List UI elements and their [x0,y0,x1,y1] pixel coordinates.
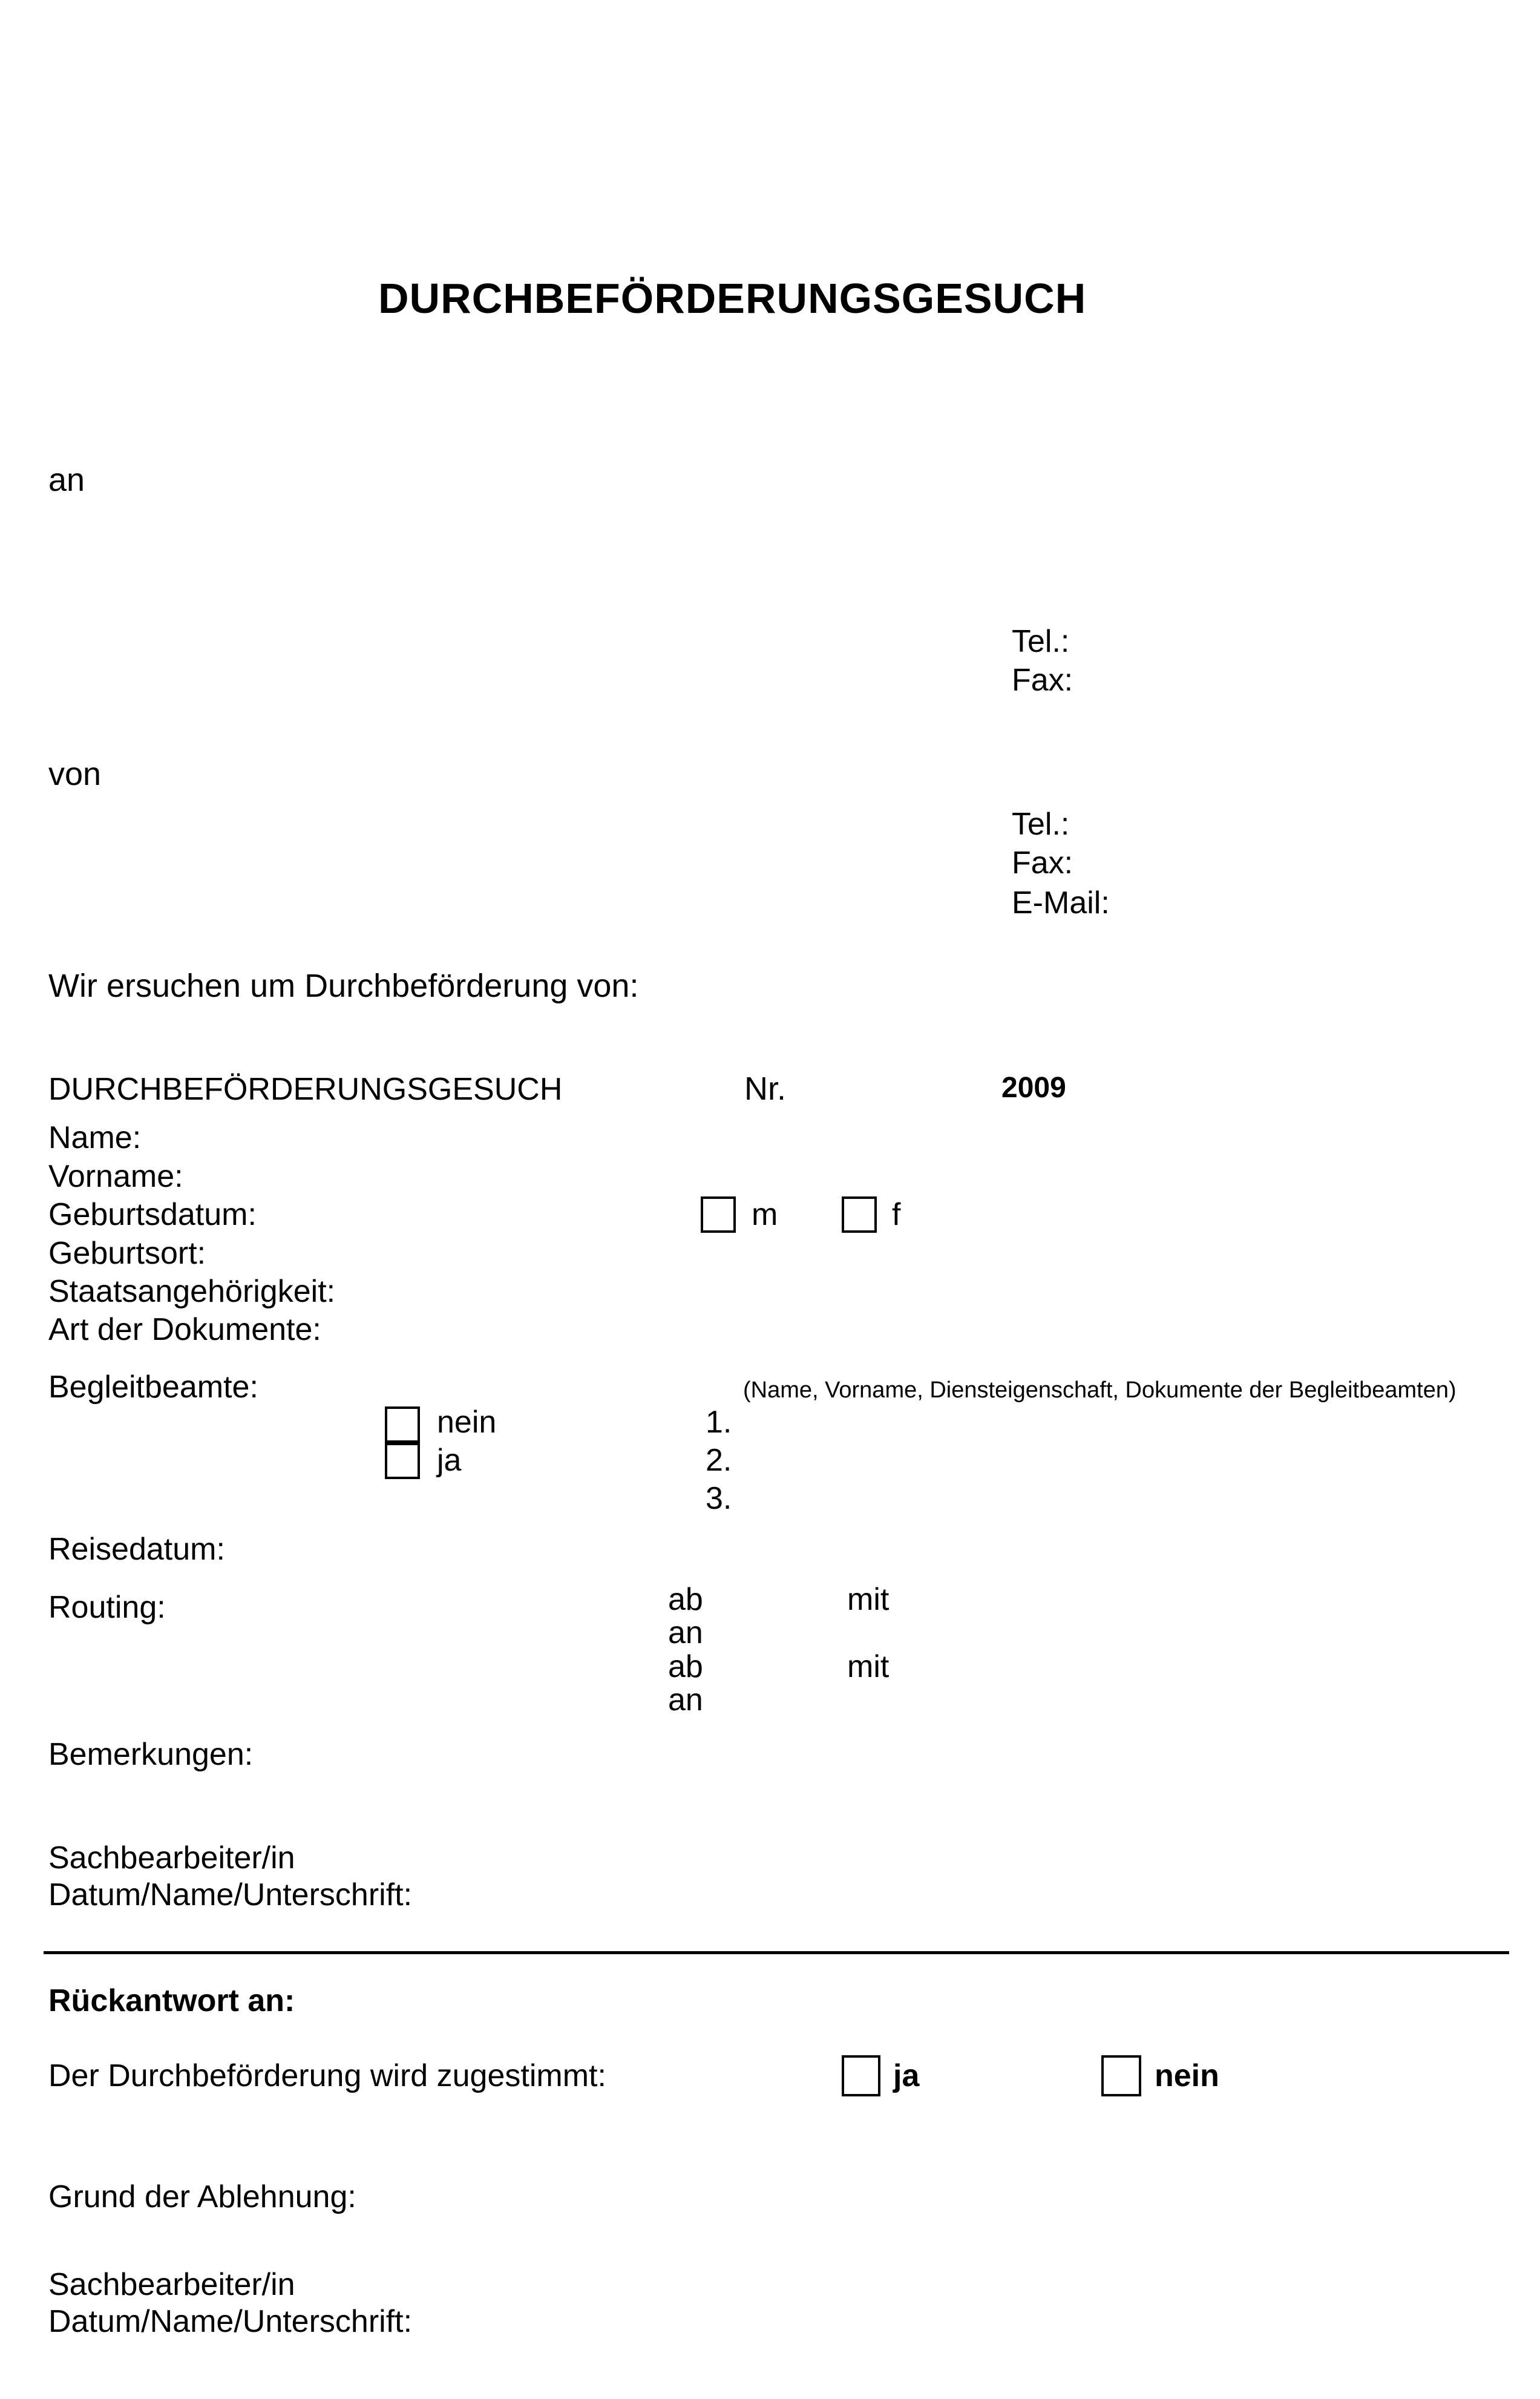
request-year: 2009 [1001,1072,1066,1104]
gender-m-label: m [752,1197,778,1232]
sender-email-label: E-Mail: [1012,885,1110,921]
sender-fax-label: Fax: [1012,845,1073,881]
escort-number-3: 3. [706,1481,732,1516]
escort-nein-checkbox[interactable] [385,1406,420,1443]
consent-nein-checkbox[interactable] [1101,2055,1141,2096]
escort-number-1: 1. [706,1405,732,1440]
signature-2-fields: Datum/Name/Unterschrift: [48,2304,413,2339]
gender-m-checkbox[interactable] [701,1196,736,1233]
page-title: DURCHBEFÖRDERUNGSGESUCH [378,275,1087,322]
escort-ja-checkbox[interactable] [385,1443,420,1479]
recipient-label: an [48,462,85,498]
rejection-label: Grund der Ablehnung: [48,2179,356,2214]
escort-ja-label: ja [437,1443,462,1478]
geburtsdatum-label: Geburtsdatum: [48,1197,257,1232]
escort-hint: (Name, Vorname, Diensteigenschaft, Dokumente der Begleitbeamten) [743,1377,1456,1403]
request-nr-label: Nr. [744,1071,787,1107]
sender-label: von [48,756,102,792]
signature-2-role: Sachbearbeiter/in [48,2267,295,2302]
route-1-ab: ab [668,1582,703,1617]
staatsangehoerigkeit-label: Staatsangehörigkeit: [48,1274,336,1309]
gender-f-label: f [892,1197,901,1232]
route-1-an: an [668,1615,703,1650]
routing-label: Routing: [48,1590,166,1625]
signature-1-role: Sachbearbeiter/in [48,1840,295,1876]
reisedatum-label: Reisedatum: [48,1532,225,1567]
vorname-label: Vorname: [48,1159,183,1194]
route-2-an: an [668,1682,703,1718]
name-label: Name: [48,1120,142,1155]
escort-number-2: 2. [706,1443,732,1478]
consent-nein-label: nein [1155,2058,1219,2093]
consent-ja-checkbox[interactable] [842,2055,880,2096]
sender-tel-label: Tel.: [1012,807,1070,842]
remarks-label: Bemerkungen: [48,1737,254,1772]
recipient-fax-label: Fax: [1012,663,1073,698]
consent-label: Der Durchbeförderung wird zugestimmt: [48,2058,606,2093]
reply-heading: Rückantwort an: [48,1983,295,2018]
request-intro: Wir ersuchen um Durchbeförderung von: [48,968,639,1004]
escort-label: Begleitbeamte: [48,1370,258,1405]
dokumente-label: Art der Dokumente: [48,1312,321,1347]
recipient-tel-label: Tel.: [1012,624,1070,659]
gender-f-checkbox[interactable] [842,1196,877,1233]
section-divider [44,1951,1509,1954]
route-2-mit: mit [847,1649,890,1684]
route-2-ab: ab [668,1649,703,1684]
consent-ja-label: ja [893,2058,920,2093]
request-header-label: DURCHBEFÖRDERUNGSGESUCH [48,1072,563,1107]
geburtsort-label: Geburtsort: [48,1236,206,1271]
route-1-mit: mit [847,1582,890,1617]
signature-1-fields: Datum/Name/Unterschrift: [48,1877,413,1912]
escort-nein-label: nein [437,1405,497,1440]
